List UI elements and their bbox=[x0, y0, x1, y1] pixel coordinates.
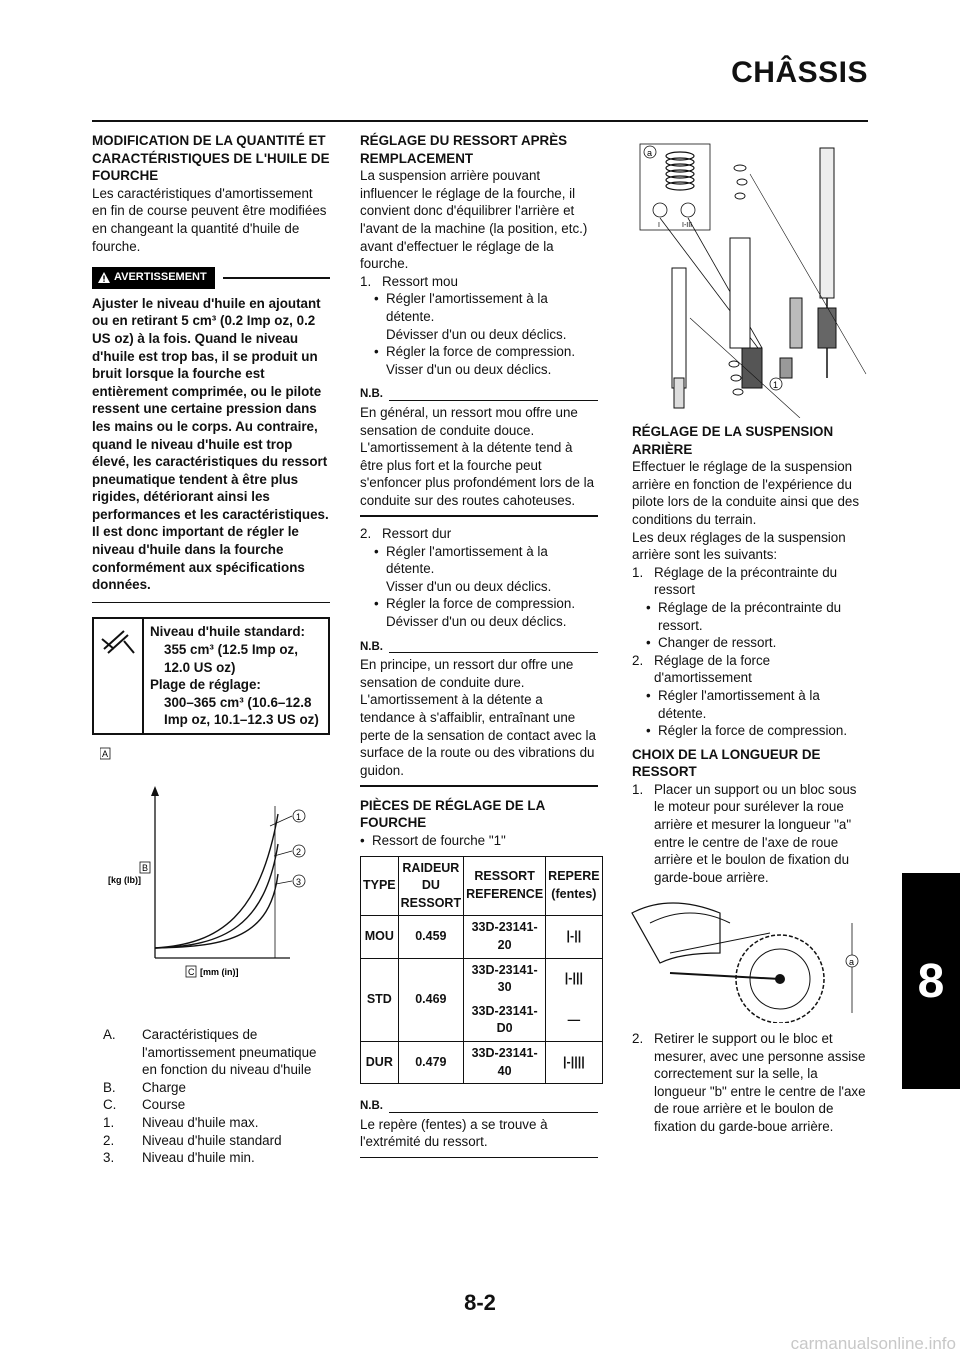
spring-table bbox=[360, 856, 603, 1085]
chart-letter-c: C bbox=[188, 967, 195, 977]
bullet-item: • Ressort de fourche "1" bbox=[360, 832, 506, 848]
chart-legend bbox=[103, 1026, 331, 1167]
table-header-row bbox=[361, 856, 603, 916]
spring-intro: La suspension arrière pouvant influencer le réglage de la fourche, il convient donc d'équilibrer l'arrière et l'avant de la machine (la position, etc.) avant d'effectuer le réglage de la fourche. bbox=[360, 168, 588, 272]
bike-svg bbox=[630, 893, 868, 1023]
bullet-sub: Visser d'un ou deux déclics. bbox=[386, 578, 552, 594]
warning-label: AVERTISSEMENT bbox=[114, 271, 207, 284]
legend-item: 1. Niveau d'huile max. bbox=[103, 1114, 259, 1130]
section-heading-oil: MODIFICATION DE LA QUANTITÉ ET CARACTÉRISTIQUES DE L'HUILE DE FOURCHE bbox=[92, 133, 330, 184]
wrench-icon bbox=[94, 619, 142, 663]
fork-diagram bbox=[630, 138, 868, 418]
legend-item: 3. Niveau d'huile min. bbox=[103, 1150, 255, 1166]
nb-header: N.B. bbox=[360, 386, 598, 404]
bullet-sub: Dévisser d'un ou deux déclics. bbox=[386, 326, 567, 342]
bike-label-a: a bbox=[849, 957, 855, 967]
middle-column bbox=[360, 132, 598, 1158]
bullet-item: • Régler la force de compression. bbox=[646, 723, 848, 739]
curve-std bbox=[155, 844, 278, 948]
table-header: RESSORT REFERENCE bbox=[464, 856, 546, 916]
legend-item: C. Course bbox=[103, 1097, 186, 1113]
bullet-item: • Réglage de la précontrainte du ressort. bbox=[646, 599, 842, 633]
section-heading-parts: PIÈCES DE RÉGLAGE DE LA FOURCHE bbox=[360, 797, 545, 831]
page-number: 8-2 bbox=[464, 1290, 496, 1315]
section-heading-spring: RÉGLAGE DU RESSORT APRÈS REMPLACEMENT bbox=[360, 133, 568, 166]
bullet-sub: Visser d'un ou deux déclics. bbox=[386, 361, 552, 377]
list-item: 2. Ressort dur bbox=[360, 525, 452, 541]
section-heading-length: CHOIX DE LA LONGUEUR DE RESSORT bbox=[632, 746, 821, 780]
watermark: carmanualsonline.info bbox=[790, 1334, 956, 1353]
list-item: 1. Placer un support ou un bloc sous le moteur pour surélever la roue arrière et mesurer la longueur "a" entre le centre de l'axe de roue arrière et le boulon de fixation du garde-boue arrière. bbox=[632, 781, 857, 885]
warning-end-rule bbox=[92, 602, 330, 604]
nb-end-rule bbox=[360, 1157, 598, 1159]
spec-icon-cell bbox=[94, 619, 144, 733]
nb-header: N.B. bbox=[360, 639, 598, 657]
nb-text-3: Le repère (fentes) a se trouve à l'extrémité du ressort. bbox=[360, 1116, 548, 1150]
spec-range-value: 300–365 cm³ (10.6–12.8 Imp oz, 10.1–12.3 US oz) bbox=[164, 694, 319, 728]
nb-text-1: En général, un ressort mou offre une sensation de conduite douce. L'amortissement à la détente tend à être plus fort et la fourche peut s'enfoncer plus profondément lors de la conduite sur des routes cahoteuses. bbox=[360, 404, 595, 508]
legend-item: B. Charge bbox=[103, 1079, 186, 1095]
legend-item: 2. Niveau d'huile standard bbox=[103, 1132, 282, 1148]
spec-std-label: Niveau d'huile standard: bbox=[150, 624, 305, 640]
chapter-tab: 8 bbox=[902, 873, 960, 1089]
list-item: 2. Retirer le support ou le bloc et mesurer, avec une personne assise correctement sur la selle, la longueur "b" entre le centre de l'axe de roue arrière et le boulon de fixation du garde-boue arrière. bbox=[632, 1031, 866, 1134]
header-rule bbox=[92, 120, 868, 122]
chart-label-2: 2 bbox=[296, 847, 302, 857]
spec-box bbox=[92, 617, 330, 735]
oil-intro: Les caractéristiques d'amortissement en fin de course peuvent être modifiées en changeant la quantité d'huile de fourche. bbox=[92, 185, 327, 254]
right-column bbox=[632, 423, 870, 886]
legend-item: A. Caractéristiques de l'amortissement pneumatique en fonction du niveau d'huile bbox=[103, 1027, 317, 1078]
bike-diagram bbox=[630, 893, 868, 1023]
nb-text-2: En principe, un ressort dur offre une sensation de conduite dure. L'amortissement à la détente a tendance à s'affaiblir, entraînant une perte de la sensation de contact avec la surface de la route ou des vibrations du guidon. bbox=[360, 657, 596, 778]
diagram-label-1: 1 bbox=[773, 380, 779, 390]
chart-label-3: 3 bbox=[296, 877, 302, 887]
bullet-item: • Changer de ressort. bbox=[646, 635, 777, 651]
chart-letter-a: A bbox=[102, 749, 109, 759]
chart-y-unit: [kg (lb)] bbox=[108, 875, 141, 885]
list-item: 1. Réglage de la précontrainte du ressort bbox=[632, 564, 838, 598]
warning-badge bbox=[92, 267, 215, 289]
chart-x-unit: [mm (in)] bbox=[200, 967, 239, 977]
list-item: 1. Ressort mou bbox=[360, 273, 458, 289]
warning-rule bbox=[223, 277, 330, 279]
warning-header bbox=[92, 267, 330, 289]
table-row: MOU 0.459 33D-23141-20 |-|| bbox=[361, 916, 603, 958]
chart-svg bbox=[100, 746, 330, 986]
bullet-item: • Régler l'amortissement à la détente. bbox=[374, 291, 548, 324]
list-item: 2. Réglage de la force d'amortissement bbox=[632, 652, 771, 686]
diagram-label-i: I bbox=[658, 222, 660, 229]
nb-end-rule bbox=[360, 785, 598, 787]
rear-intro: Effectuer le réglage de la suspension arrière en fonction de l'expérience du pilote lors de la conduite ainsi que des conditions du terrain. bbox=[632, 459, 860, 527]
nb-header: N.B. bbox=[360, 1098, 598, 1116]
left-column bbox=[92, 132, 330, 735]
bullet-item: • Régler la force de compression. bbox=[374, 596, 576, 612]
nb-end-rule bbox=[360, 515, 598, 517]
chart-letter-b: B bbox=[142, 863, 149, 873]
chart-label-1: 1 bbox=[296, 812, 302, 822]
diagram-label-a: a bbox=[647, 148, 653, 158]
table-row: DUR 0.479 33D-23141-40 |-|||| bbox=[361, 1041, 603, 1083]
oil-level-chart bbox=[100, 746, 330, 986]
warning-text: Ajuster le niveau d'huile en ajoutant ou en retirant 5 cm³ (0.2 Imp oz, 0.2 US oz) à la fois. Quand le niveau d'huile est trop bas, il se produit un bruit lorsque la fourche est entièrement comprimée, ou le pilote ressent une certaine pression dans les mains ou le corps. Au contraire, quand le niveau d'huile est trop élevé, les caractéristiques du ressort pneumatique tendent à être plus rigides, détériorant ainsi les performances et les caractéristiques. Il est donc important de régler le niveau d'huile dans la fourche conformément aux spécifications données. bbox=[92, 295, 329, 593]
bullet-item: • Régler la force de compression. bbox=[374, 344, 576, 360]
right-column-bottom bbox=[632, 1030, 870, 1136]
rear-intro-2: Les deux réglages de la suspension arrière sont les suivants: bbox=[632, 529, 846, 563]
bullet-item: • Régler l'amortissement à la détente. bbox=[646, 687, 820, 721]
fork-parts-svg bbox=[630, 138, 868, 418]
section-heading-rear: RÉGLAGE DE LA SUSPENSION ARRIÈRE bbox=[632, 424, 834, 457]
table-header: TYPE bbox=[361, 856, 399, 916]
bullet-item: • Régler l'amortissement à la détente. bbox=[374, 543, 548, 577]
spec-std-value: 355 cm³ (12.5 Imp oz, 12.0 US oz) bbox=[164, 641, 298, 675]
table-header: REPERE (fentes) bbox=[546, 856, 602, 916]
table-row: STD 0.469 33D-23141-30 |-||| bbox=[361, 958, 603, 1000]
curve-min bbox=[155, 874, 278, 948]
spec-range-label: Plage de réglage: bbox=[150, 677, 261, 693]
spec-text bbox=[144, 619, 328, 733]
table-row: 33D-23141-D0 — bbox=[361, 1000, 603, 1042]
curve-max bbox=[155, 814, 278, 948]
diagram-label-ihii: I-III bbox=[682, 222, 693, 229]
page-title: CHÂSSIS bbox=[731, 56, 868, 89]
table-header: RAIDEUR DU RESSORT bbox=[398, 856, 463, 916]
bullet-sub: Dévisser d'un ou deux déclics. bbox=[386, 613, 567, 629]
warning-triangle-icon bbox=[98, 272, 110, 283]
